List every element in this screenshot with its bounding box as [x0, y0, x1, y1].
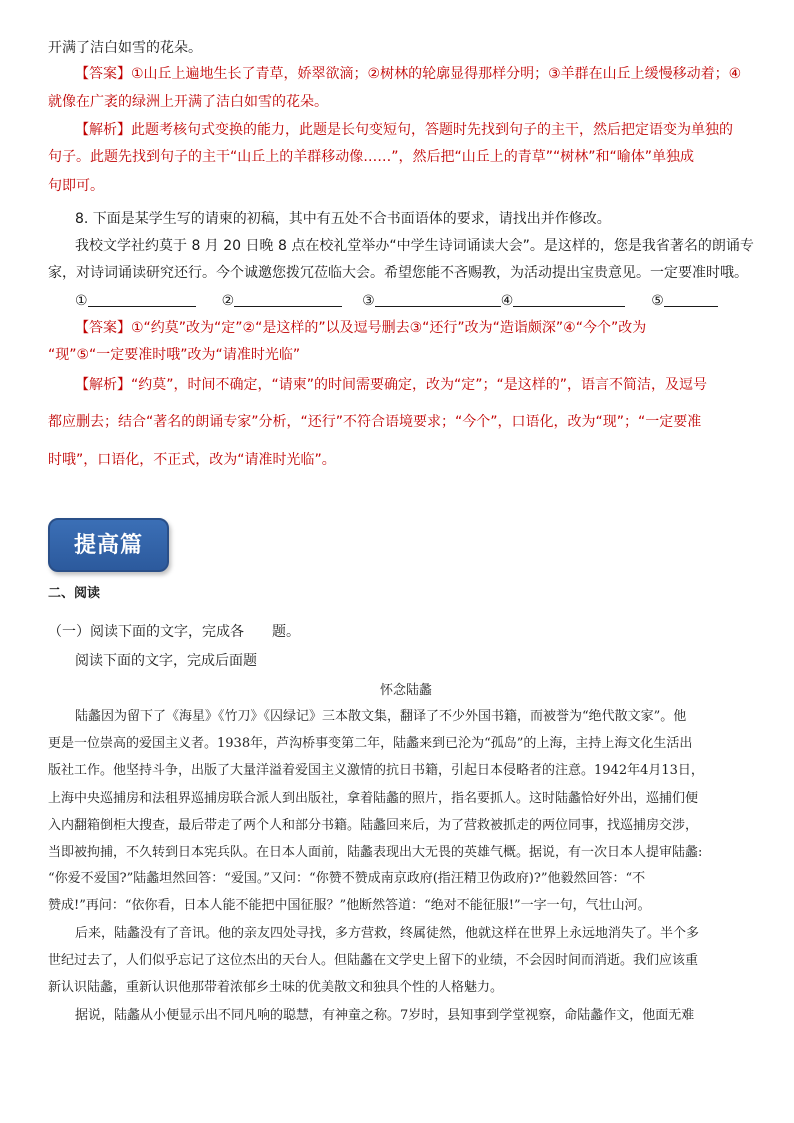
- answer-text: 就像在广袤的绿洲上开满了洁白如雪的花朵。: [48, 94, 328, 110]
- answer-paragraph: [75, 318, 646, 338]
- analysis-text: 都应删去；结合“著名的朗诵专家”分析，“还行”不符合语境要求；“今个”，口语化，改为“现”；“一定要准: [48, 414, 702, 430]
- blank-label: ④: [500, 293, 514, 309]
- answer-blank[interactable]: [88, 292, 196, 307]
- blank-label: ①: [75, 293, 88, 309]
- answer-text: “现”⑤“一定要准时哦”改为“请准时光临”: [48, 347, 301, 363]
- article-line: “你爱不爱国?”陆蠡坦然回答：“爱国。”又问：“你赞不赞成南京政府(指汪精卫伪政府)?”他毅然回答：“不: [48, 871, 646, 886]
- analysis-text: 句即可。: [48, 178, 104, 194]
- article-line: 新认识陆蠡，重新认识他那带着浓郁乡土味的优美散文和独具个性的人格魅力。: [48, 980, 504, 995]
- answer-blank[interactable]: [513, 292, 625, 307]
- answer-blank[interactable]: [375, 292, 501, 307]
- article-line: 世纪过去了，人们似乎忘记了这位杰出的天台人。但陆蠡在文学史上留下的业绩，不会因时间而消逝。我们应该重: [48, 953, 699, 968]
- article-line: 版社工作。他坚持斗争，出版了大量洋溢着爱国主义激情的抗日书籍，引起日本侵略者的注意。1942年4月13日，: [48, 763, 704, 778]
- analysis-paragraph: [75, 375, 707, 395]
- analysis-text: 时哦”，口语化，不正式，改为“请准时光临”。: [48, 452, 336, 468]
- analysis-paragraph: [75, 120, 733, 140]
- answer-label: 【答案】: [75, 320, 131, 336]
- invitation-text: 我校文学社约莫于 8 月 20 日晚 8 点在校礼堂举办“中学生诗词诵读大会”。是这样的，您是我省著名的朗诵专: [75, 238, 754, 254]
- answer-blanks: [75, 291, 718, 311]
- part-intro: （一）阅读下面的文字，完成各 题。: [48, 624, 300, 640]
- article-line: 当即被拘捕，不久转到日本宪兵队。在日本人面前，陆蠡表现出大无畏的英雄气概。据说，有一次日本人提审陆蠡:: [48, 845, 703, 860]
- analysis-label: 【解析】: [75, 122, 131, 138]
- analysis-text: 此题考核句式变换的能力，此题是长句变短句，答题时先找到句子的主干，然后把定语变为单独的: [131, 122, 733, 138]
- article-line: 据说，陆蠡从小便显示出不同凡响的聪慧，有神童之称。7岁时，县知事到学堂视察，命陆蠡作文，他面无难: [75, 1008, 695, 1023]
- article-line: 赞成!”再问：“依你看，日本人能不能把中国征服？”他断然答道：“绝对不能征服!”一字一句，气壮山河。: [48, 898, 651, 913]
- instruction: 阅读下面的文字，完成后面题: [75, 653, 257, 669]
- article-line: 入内翻箱倒柜大搜查，最后带走了两个人和部分书籍。陆蠡回来后，为了营救被抓走的两位同事，找巡捕房交涉，: [48, 818, 699, 833]
- answer-blank[interactable]: [234, 292, 342, 307]
- analysis-text: 句子。此题先找到句子的主干“山丘上的羊群移动像……”，然后把“山丘上的青草”“树林”和“喻体”单独成: [48, 149, 695, 165]
- article-line: 上海中央巡捕房和法租界巡捕房联合派人到出版社，拿着陆蠡的照片，指名要抓人。这时陆蠡恰好外出，巡捕们便: [48, 791, 699, 806]
- text-line: 开满了洁白如雪的花朵。: [48, 40, 202, 56]
- article-line: 后来，陆蠡没有了音讯。他的亲友四处寻找，多方营救，终属徒然，他就这样在世界上永远地消失了。半个多: [75, 926, 700, 941]
- section-badge: 提高篇: [48, 518, 169, 572]
- blank-label: ③: [362, 293, 375, 309]
- section-heading: 二、阅读: [48, 586, 101, 601]
- article-line: 陆蠡因为留下了《海星》《竹刀》《囚绿记》三本散文集，翻译了不少外国书籍，而被誉为“绝代散文家”。他: [75, 709, 687, 724]
- answer-paragraph: [75, 64, 741, 84]
- answer-blank[interactable]: [664, 292, 718, 307]
- answer-text: ①山丘上遍地生长了青草，娇翠欲滴；②树林的轮廓显得那样分明；③羊群在山丘上缓慢移动着；④: [131, 66, 742, 82]
- article-title: 怀念陆蠡: [380, 683, 433, 698]
- answer-text: ①“约莫”改为“定”②“是这样的”以及逗号删去③“还行”改为“造诣颇深”④“今个”改为: [131, 320, 647, 336]
- blank-label: ②: [221, 293, 235, 309]
- answer-label: 【答案】: [75, 66, 131, 82]
- analysis-text: “约莫”，时间不确定，“请柬”的时间需要确定，改为“定”；“是这样的”，语言不简洁，及逗号: [131, 377, 708, 393]
- article-line: 更是一位崇高的爱国主义者。1938年，芦沟桥事变第二年，陆蠡来到已沦为“孤岛”的上海，主持上海文化生活出: [48, 736, 693, 751]
- blank-label: ⑤: [651, 293, 664, 309]
- invitation-text: 家，对诗词诵读研究还行。今个诚邀您拨冗莅临大会。希望您能不吝赐教，为活动提出宝贵意见。一定要准时哦。: [48, 265, 748, 281]
- question-8: 8. 下面是某学生写的请柬的初稿，其中有五处不合书面语体的要求，请找出并作修改。: [75, 211, 611, 227]
- analysis-label: 【解析】: [75, 377, 131, 393]
